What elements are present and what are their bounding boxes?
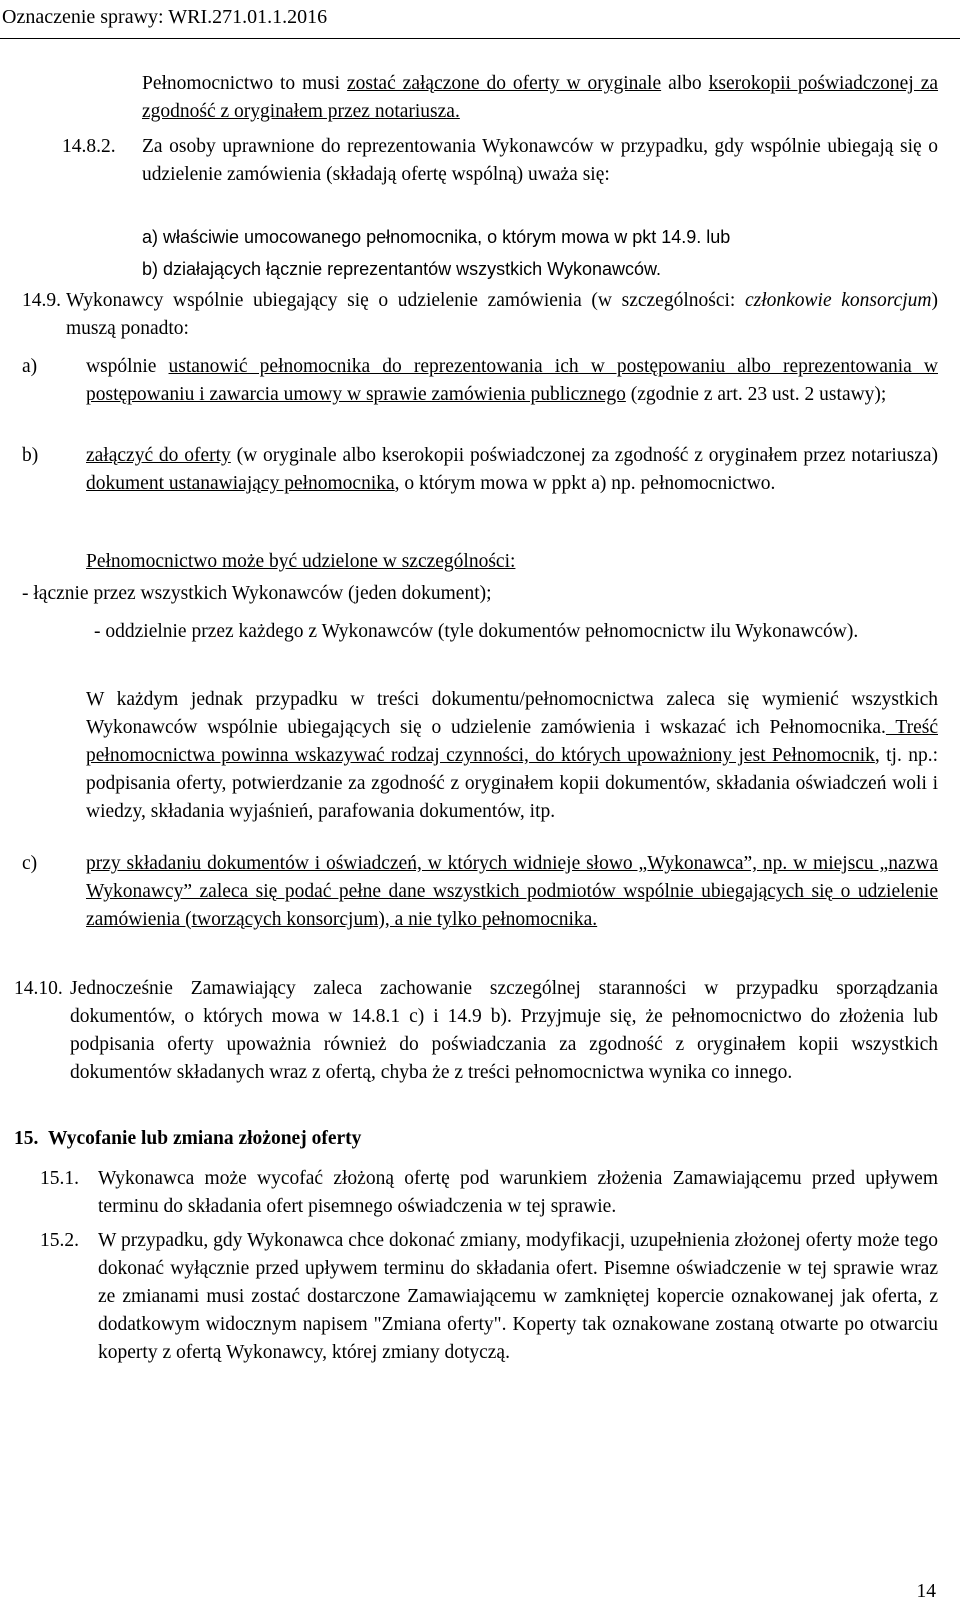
section-text: Za osoby uprawnione do reprezentowania Wykonawców w przypadku, gdy wspólnie ubiegają się o udzielenie zamówienia (składają ofertę wspólną) uważa się: — [142, 136, 938, 185]
heading-underlined: Pełnomocnictwo może być udzielone w szczególności: — [86, 551, 516, 572]
section-title: Wycofanie lub zmiana złożonej oferty — [48, 1128, 362, 1149]
paragraph-power-of-attorney: Pełnomocnictwo to musi zostać załączone do oferty w oryginale albo kserokopii poświadczonej za zgodność z oryginałem przez notariusza. — [142, 73, 939, 122]
paragraph-recommendation: W każdym jednak przypadku w treści dokumentu/pełnomocnictwa zaleca się wymienić wszystkich Wykonawców wspólnie ubiegających się o udzielenie zamówienia i wskazać ich Pełnomocnika. Treść pełnomocnictwa powinna wskazywać rodzaj czynności, do których upoważniony jest Pełnomocnik, tj. np.: podpisania oferty, potwierdzanie za zgodność z oryginałem kopii dokumentów, składania oświadczeń woli i wiedzy, składania wyjaśnień, parafowania dokumentów, itp. — [86, 689, 938, 822]
list-item-a: a) właściwie umocowanego pełnomocnika, o którym mowa w pkt 14.9. lub — [142, 227, 731, 247]
page-header — [0, 0, 960, 39]
section-number: 14.10. — [14, 978, 63, 999]
dash-item-1: - łącznie przez wszystkich Wykonawców (jeden dokument); — [22, 583, 492, 604]
section-number: 14.8.2. — [62, 136, 116, 157]
case-reference: Oznaczenie sprawy: WRI.271.01.1.2016 — [2, 6, 328, 28]
section-number: 15. — [14, 1128, 39, 1149]
section-15-heading — [14, 1125, 938, 1153]
underlined-text: kserokopii poświadczonej za zgodność z oryginałem przez notariusza. — [142, 73, 939, 122]
section-text: Jednocześnie Zamawiający zaleca zachowanie szczególnej staranności w przypadku sporządzania dokumentów, o których mowa w 14.8.1 c) i 14.9 b). Przyjmuje się, że pełnomocnictwo do złożenia lub podpisania oferty upoważnia również do poświadczania za zgodność z oryginałem kopii wszystkich dokumentów składanych wraz z ofertą, chyba że z treści pełnomocnictwa wynika co innego. — [70, 978, 938, 1083]
section-14-9 — [22, 287, 938, 343]
section-15-1 — [40, 1165, 938, 1221]
section-14-10 — [14, 975, 938, 1087]
underlined-text: załączyć do oferty — [86, 445, 231, 466]
list-item-c: c) przy składaniu dokumentów i oświadczeń, w których widnieje słowo „Wykonawca”, np. w miejscu „nazwa Wykonawcy” zaleca się podać pełne dane wszystkich podmiotów wspólnie ubiegających się o udzielenie zamówienia (tworzących konsorcjum), a nie tylko pełnomocnika. — [22, 850, 938, 934]
underlined-text: Treść pełnomocnictwa powinna wskazywać rodzaj czynności, do których upoważniony jest Pełnomocnik — [86, 717, 938, 766]
list-item-b: b) działających łącznie reprezentantów wszystkich Wykonawców. — [142, 259, 662, 279]
section-15-2 — [40, 1227, 938, 1367]
page-number: 14 — [916, 1581, 936, 1602]
section-text: Wykonawcy wspólnie ubiegający się o udzielenie zamówienia (w szczególności: członkowie konsorcjum) muszą ponadto: — [66, 290, 938, 339]
underlined-text: przy składaniu dokumentów i oświadczeń, w których widnieje słowo „Wykonawca”, np. w miejscu „nazwa Wykonawcy” zaleca się podać pełne dane wszystkich podmiotów wspólnie ubiegających się o udzielenie zamówienia (tworzących konsorcjum), a nie tylko pełnomocnika. — [86, 853, 938, 930]
section-14-8-2 — [62, 133, 938, 189]
section-number: 15.1. — [40, 1168, 79, 1189]
section-number: 14.9. — [22, 290, 61, 311]
underlined-text: ustanowić pełnomocnika do reprezentowania ich w postępowaniu albo reprezentowania w postępowaniu i zawarcia umowy w sprawie zamówienia publicznego — [86, 356, 938, 405]
section-text: Wykonawca może wycofać złożoną ofertę pod warunkiem złożenia Zamawiającemu przed upływem terminu do składania ofert pisemnego oświadczenia w tej sprawie. — [98, 1168, 938, 1217]
section-number: 15.2. — [40, 1230, 79, 1251]
dash-item-2: - oddzielnie przez każdego z Wykonawców (tyle dokumentów pełnomocnictw ilu Wykonawców). — [94, 621, 859, 642]
list-item-b: b) załączyć do oferty (w oryginale albo kserokopii poświadczonej za zgodność z oryginałem przez notariusza) dokument ustanawiający pełnomocnika, o którym mowa w ppkt a) np. pełnomocnictwo. — [22, 445, 938, 494]
list-item-a: a) wspólnie ustanowić pełnomocnika do reprezentowania ich w postępowaniu albo reprezentowania w postępowaniu i zawarcia umowy w sprawie zamówienia publicznego (zgodnie z art. 23 ust. 2 ustawy); — [22, 356, 938, 405]
underlined-text: zostać załączone do oferty w oryginale — [347, 73, 662, 94]
section-text: W przypadku, gdy Wykonawca chce dokonać zmiany, modyfikacji, uzupełnienia złożonej oferty może tego dokonać wyłącznie przed upływem terminu do składania ofert. Pisemne oświadczenie w tej sprawie wraz ze zmianami musi zostać dostarczone Zamawiającemu w zamkniętej kopercie oznakowanej jak oferta, z dodatkowym widocznym napisem "Zmiana oferty". Koperty tak oznakowane zostaną otwarte po otwarciu koperty z ofertą Wykonawcy, której zmiany dotyczą. — [98, 1230, 938, 1363]
underlined-text: dokument ustanawiający pełnomocnika — [86, 473, 395, 494]
